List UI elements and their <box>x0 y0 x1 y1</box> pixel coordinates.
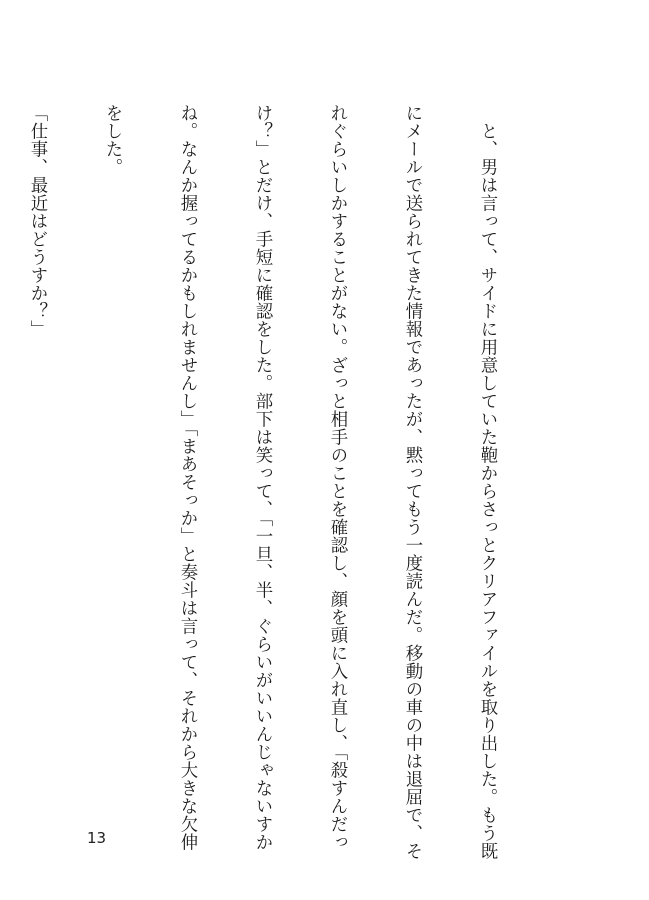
text-line: れぐらいしかすることがない。ざっと相手のことを確認し、顔を頭に入れ直し、「殺すんだっ <box>327 104 347 852</box>
text-line: と、男は言って、サイドに用意していた鞄からさっとクリアファイルを取り出した。もう既 <box>477 104 497 860</box>
text-line: にメールで送られてきた情報であったが、黙ってもう一度読んだ。移動の車の中は退屈で、そ <box>402 104 422 860</box>
text-line: ね。なんか握ってるかもしれませんし」「まあそっか」と奏斗は言って、それから大きな欠伸 <box>177 104 197 852</box>
text-line: をした。 <box>102 104 122 176</box>
text-line: 「仕事、最近はどうすか？」 <box>27 104 47 338</box>
text-line: け？」とだけ、手短に確認をした。部下は笑って、「一旦、半、ぐらいがいいんじゃないすか <box>252 104 272 852</box>
page-number: 13 <box>87 829 107 847</box>
